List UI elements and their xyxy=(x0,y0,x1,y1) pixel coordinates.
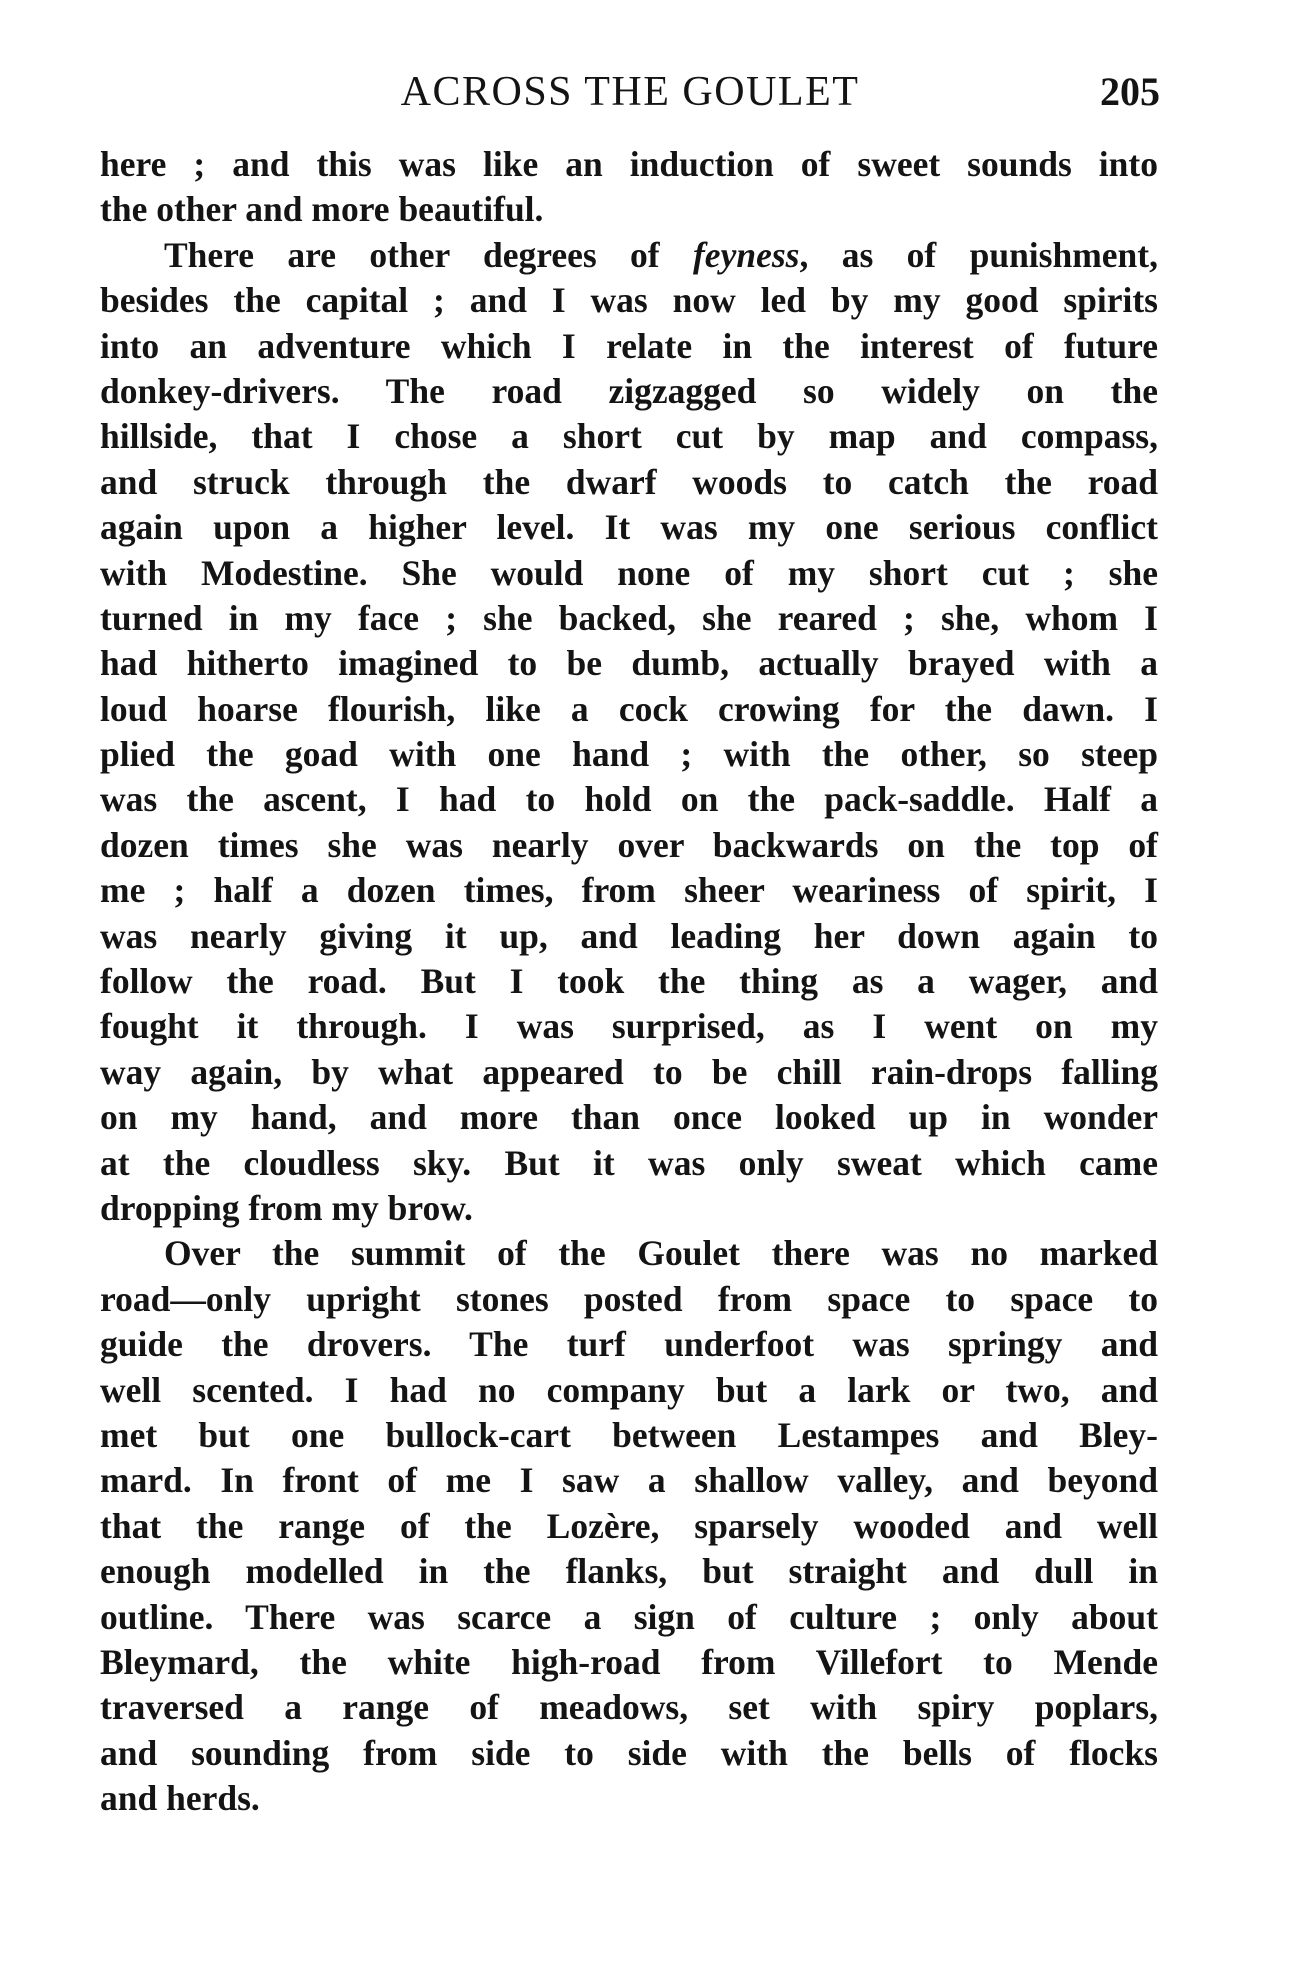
text-line: plied the goad with one hand ; with the other, so steep xyxy=(100,734,1158,775)
text-line: fought it through. I was surprised, as I went on my xyxy=(100,1006,1158,1047)
text-line: follow the road. But I took the thing as a wager, and xyxy=(100,961,1158,1002)
text-line: mard. In front of me I saw a shallow valley, and beyond xyxy=(100,1460,1158,1501)
text-line: dozen times she was nearly over backwards on the top of xyxy=(100,824,1158,865)
running-head xyxy=(100,64,1160,120)
text-line: on my hand, and more than once looked up in wonder xyxy=(100,1097,1158,1138)
text-line: and herds. xyxy=(100,1778,260,1819)
text-line: the other and more beautiful. xyxy=(100,189,544,230)
text-line: had hitherto imagined to be dumb, actually brayed with a xyxy=(100,643,1158,684)
paragraph xyxy=(100,233,1158,1232)
text-line: There are other degrees of feyness, as of punishment, xyxy=(164,234,1158,275)
page-number: 205 xyxy=(1100,69,1160,114)
text-line: guide the drovers. The turf underfoot was springy and xyxy=(100,1324,1158,1365)
text-line: was nearly giving it up, and leading her down again to xyxy=(100,915,1158,956)
text-line: besides the capital ; and I was now led by my good spirits xyxy=(100,280,1158,321)
text-line: was the ascent, I had to hold on the pack-saddle. Half a xyxy=(100,779,1158,820)
paragraph xyxy=(100,1231,1158,1821)
text-line: at the cloudless sky. But it was only sweat which came xyxy=(100,1142,1158,1183)
text-line: into an adventure which I relate in the interest of future xyxy=(100,325,1158,366)
italic-word: feyness xyxy=(692,234,800,275)
text-line: met but one bullock-cart between Lestampes and Bley- xyxy=(100,1414,1158,1455)
text-line: here ; and this was like an induction of sweet sounds into xyxy=(100,144,1158,184)
text-line: loud hoarse flourish, like a cock crowing for the dawn. I xyxy=(100,688,1158,729)
body-text xyxy=(100,142,1158,1821)
text-line: enough modelled in the flanks, but straight and dull in xyxy=(100,1551,1158,1592)
text-line: dropping from my brow. xyxy=(100,1187,473,1228)
text-line: donkey-drivers. The road zigzagged so widely on the xyxy=(100,370,1158,411)
paragraph xyxy=(100,142,1158,233)
text-line: turned in my face ; she backed, she reared ; she, whom I xyxy=(100,597,1158,638)
text-line: with Modestine. She would none of my short cut ; she xyxy=(100,552,1158,593)
text-line: me ; half a dozen times, from sheer weariness of spirit, I xyxy=(100,870,1158,911)
text-line: and struck through the dwarf woods to catch the road xyxy=(100,461,1158,502)
text-line: well scented. I had no company but a lark or two, and xyxy=(100,1369,1158,1410)
text-line: Over the summit of the Goulet there was no marked xyxy=(164,1233,1158,1274)
text-line: hillside, that I chose a short cut by map and compass, xyxy=(100,416,1158,457)
text-line: that the range of the Lozère, sparsely wooded and well xyxy=(100,1505,1158,1546)
text-line: road—only upright stones posted from space to space to xyxy=(100,1278,1158,1319)
text-line: traversed a range of meadows, set with spiry poplars, xyxy=(100,1687,1158,1728)
running-title: ACROSS THE GOULET xyxy=(400,69,860,115)
text-line: outline. There was scarce a sign of culture ; only about xyxy=(100,1596,1158,1637)
text-line: and sounding from side to side with the bells of flocks xyxy=(100,1732,1158,1773)
text-line: Bleymard, the white high-road from Villefort to Mende xyxy=(100,1641,1158,1682)
text-line: way again, by what appeared to be chill rain-drops falling xyxy=(100,1051,1158,1092)
text-line: again upon a higher level. It was my one serious conflict xyxy=(100,507,1158,548)
